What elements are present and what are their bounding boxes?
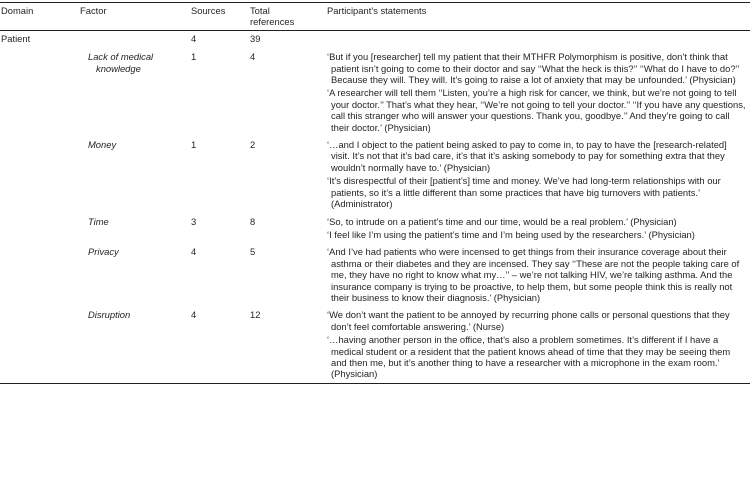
statements-cell [326,48,750,136]
table-row [0,243,750,306]
domain-row [0,30,750,48]
header-sources: Sources [190,3,249,31]
sources-cell: 3 [191,215,197,227]
statements-cell [326,136,750,212]
table-row [0,213,750,244]
statements-cell [326,243,750,306]
statement: ‘I feel like I’m using the patient’s time and I’m being used by the researchers.’ (Physician) [327,228,695,240]
factor-label: Time [88,215,109,227]
total-cell: 4 [250,51,256,63]
factor-cell [79,48,190,136]
total-cell: 5 [250,246,256,258]
statement: ‘And I’ve had patients who were incensed to get things from their insurance coverage about their asthma or their diabetes and they are incensed. They say ‘‘These are not the people taking care of me, they have no right to know what my…’’ – we’re not talking HIV, we’re talking asthma. And the insurance company is trying to be proactive, to help them, but some people think this is really not their business to know their diagnosis.’ (Physician) [327,246,740,303]
statement: ‘We don’t want the patient to be annoyed by recurring phone calls or personal questions that they don’t feel comfortable answering.’ (Nurse) [327,309,730,332]
header-row [0,3,750,31]
factor-label-continued: knowledge [96,62,141,74]
total-cell: 2 [250,139,256,151]
factor-label: Lack of medical [88,51,154,63]
sources-cell: 4 [190,306,249,383]
domain-total-cell: 39 [250,32,261,44]
statement: ‘So, to intrude on a patient’s time and our time, would be a real problem.’ (Physician) [327,215,677,227]
header-total-line1: Total [250,5,270,16]
factor-cell [79,213,190,244]
statement: ‘But if you [researcher] tell my patient that their MTHFR Polymorphism is positive, don’t think that patient isn’t going to come to their doctor and say ‘‘What the heck is this?’’ ‘‘What do I have to do?’’ Because they will. They will. It’s going to raise a lot of anxiety that may be unfounded.’ (Physician) [327,51,740,86]
statements-cell [326,306,750,383]
factor-label: Money [88,139,117,151]
statement: ‘…and I object to the patient being asked to pay to come in, to pay to have the [research-related] visit. It’s not that it’s bad care, it’s that it’s asking somebody to pay for something extra that they wouldn’t normally have to.’ (Physician) [327,139,727,173]
header-factor: Factor [79,3,190,31]
statements-cell [326,213,750,244]
table-row [0,48,750,136]
domain-factor-cell [79,30,190,48]
header-statements: Participant’s statements [326,3,750,31]
domain-cell: Patient [1,32,31,44]
sources-cell: 1 [191,139,197,151]
domain-statements-cell [326,30,750,48]
factor-cell [79,306,190,383]
statement: ‘It’s disrespectful of their [patient’s] time and money. We’ve had long-term relationships with our patients, so it’s a little different than some practices that have big turnovers with patients.’ (Administrator) [327,175,721,210]
header-domain: Domain [0,3,79,31]
factors-table [0,2,750,384]
total-cell: 12 [249,306,326,383]
domain-sources-cell: 4 [191,32,197,44]
factor-cell [79,136,190,212]
factor-label: Disruption [88,309,131,321]
table-row [0,136,750,212]
sources-cell: 4 [191,246,197,258]
statement: ‘…having another person in the office, that’s also a problem sometimes. It’s different if I have a medical student or a resident that the patient knows ahead of time that they may be seeing them and then me, but it’s another thing to have a researcher with a microphone in the exam room.’ (Physician) [327,334,731,380]
sources-cell: 1 [191,51,197,63]
factor-label: Privacy [88,246,119,258]
table-row [0,306,750,383]
header-total-line2: references [250,16,295,28]
statement: ‘A researcher will tell them ‘‘Listen, you’re a high risk for cancer, we think, but we’re not going to tell your doctor.’’ That’s what they hear, ‘‘We’re not going to tell your doctor.’’ ‘‘If you have any questions, call this stranger who will answer your questions. Thank you, goodbye.’’ And they’re going to call their doctor.’ (Physician) [327,87,746,133]
header-total-references [249,3,326,31]
factor-cell [79,243,190,306]
total-cell: 8 [250,215,256,227]
